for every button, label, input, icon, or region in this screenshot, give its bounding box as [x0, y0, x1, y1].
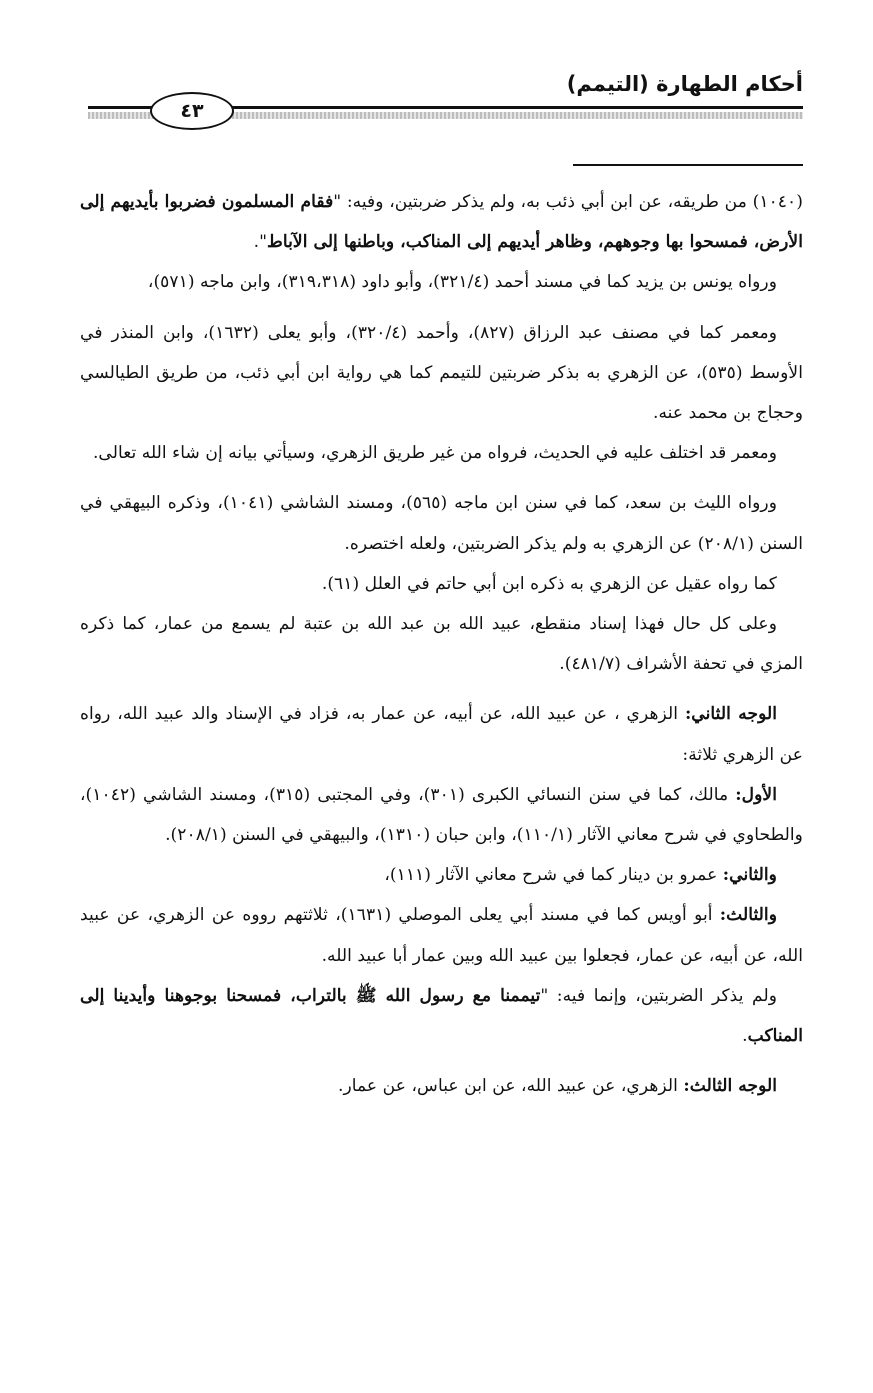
paragraph-5: ورواه الليث بن سعد، كما في سنن ابن ماجه (٥٦٥)، ومسند الشاشي (١٠٤١)، وذكره البيهقي في السنن (٢٠٨/١) عن الزهري به ولم يذكر الضربتين، ولعله اختصره.: [80, 493, 803, 554]
plain-text: الزهري ، عن عبيد الله، عن أبيه، عن عمار به، فزاد في الإسناد والد عبيد الله، رواه عن الزهري ثلاثة:: [80, 704, 803, 765]
paragraph-4: ومعمر قد اختلف عليه في الحديث، فرواه من غير طريق الزهري، وسيأتي بيانه إن شاء الله تعالى.: [92, 443, 777, 464]
book-title: أحكام الطهارة (التيمم): [566, 72, 803, 96]
paragraph-11: [80, 895, 803, 975]
plain-text: ".: [253, 232, 268, 253]
page-number: ٤٣: [150, 92, 234, 130]
section-lead: الأول:: [735, 784, 777, 805]
plain-text: الزهري، عن عبيد الله، عن ابن عباس، عن عمار.: [338, 1076, 684, 1097]
section-lead: والثالث:: [719, 905, 777, 926]
paragraph-3: ومعمر كما في مصنف عبد الرزاق (٨٢٧)، وأحمد (٣٢٠/٤)، وأبو يعلى (١٦٣٢)، وابن المنذر في الأوسط (٥٣٥)، عن الزهري به بذكر ضربتين للتيمم كما هي رواية ابن أبي ذئب، من طريق الطيالسي وحجاج بن محمد عنه.: [80, 322, 803, 424]
bold-quote: فقام المسلمون فضربوا بأيديهم إلى الأرض، فمسحوا بها وجوههم، وظاهر أيديهم إلى المناكب، وباطنها إلى الآباط: [80, 192, 803, 253]
plain-text: عمرو بن دينار كما في شرح معاني الآثار (١١١)،: [384, 865, 723, 886]
plain-text: .: [742, 1026, 748, 1047]
paragraph-10: [80, 855, 803, 895]
section-lead: الوجه الثاني:: [684, 704, 778, 725]
paragraph-7: وعلى كل حال فهذا إسناد منقطع، عبيد الله بن عبد الله بن عتبة لم يسمع من عمار، كما ذكره المزي في تحفة الأشراف (٤٨١/٧).: [80, 614, 803, 675]
paragraph-12: [80, 976, 803, 1056]
paragraph-1: [80, 182, 803, 262]
paragraph-2: ورواه يونس بن يزيد كما في مسند أحمد (٣٢١/٤)، وأبو داود (٣١٩،٣١٨)، وابن ماجه (٥٧١)،: [147, 272, 777, 293]
body-text: [80, 182, 803, 1106]
paragraph-13: [80, 1066, 803, 1106]
plain-text: أبو أويس كما في مسند أبي يعلى الموصلي (١٦٣١)، ثلاثتهم رووه عن الزهري، عن عبيد الله، عن أبيه، عن عمار، فجعلوا بين عبيد الله وبين عمار أبا عبيد الله.: [80, 905, 803, 966]
plain-text: ولم يذكر الضربتين، وإنما فيه: ": [540, 985, 777, 1006]
page-header: [0, 0, 873, 140]
plain-text: مالك، كما في سنن النسائي الكبرى (٣٠١)، وفي المجتبى (٣١٥)، ومسند الشاشي (١٠٤٢)، والطحاوي في شرح معاني الآثار (١١٠/١)، وابن حبان (١٣١٠)، والبيهقي في السنن (٢٠٨/١).: [80, 784, 803, 846]
section-lead: الوجه الثالث:: [683, 1076, 777, 1097]
paragraph-9: [80, 775, 803, 855]
section-lead: والثاني:: [722, 865, 777, 886]
bold-quote: تيممنا مع رسول الله ﷺ بالتراب، فمسحنا بوجوهنا وأيدينا إلى المناكب: [80, 985, 803, 1047]
paragraph-8: [80, 694, 803, 774]
plain-text: (١٠٤٠) من طريقه، عن ابن أبي ذئب به، ولم يذكر ضربتين، وفيه: ": [333, 192, 803, 212]
paragraph-6: كما رواه عقيل عن الزهري به ذكره ابن أبي حاتم في العلل (٦١).: [321, 573, 777, 594]
footnote-separator: [573, 164, 803, 166]
